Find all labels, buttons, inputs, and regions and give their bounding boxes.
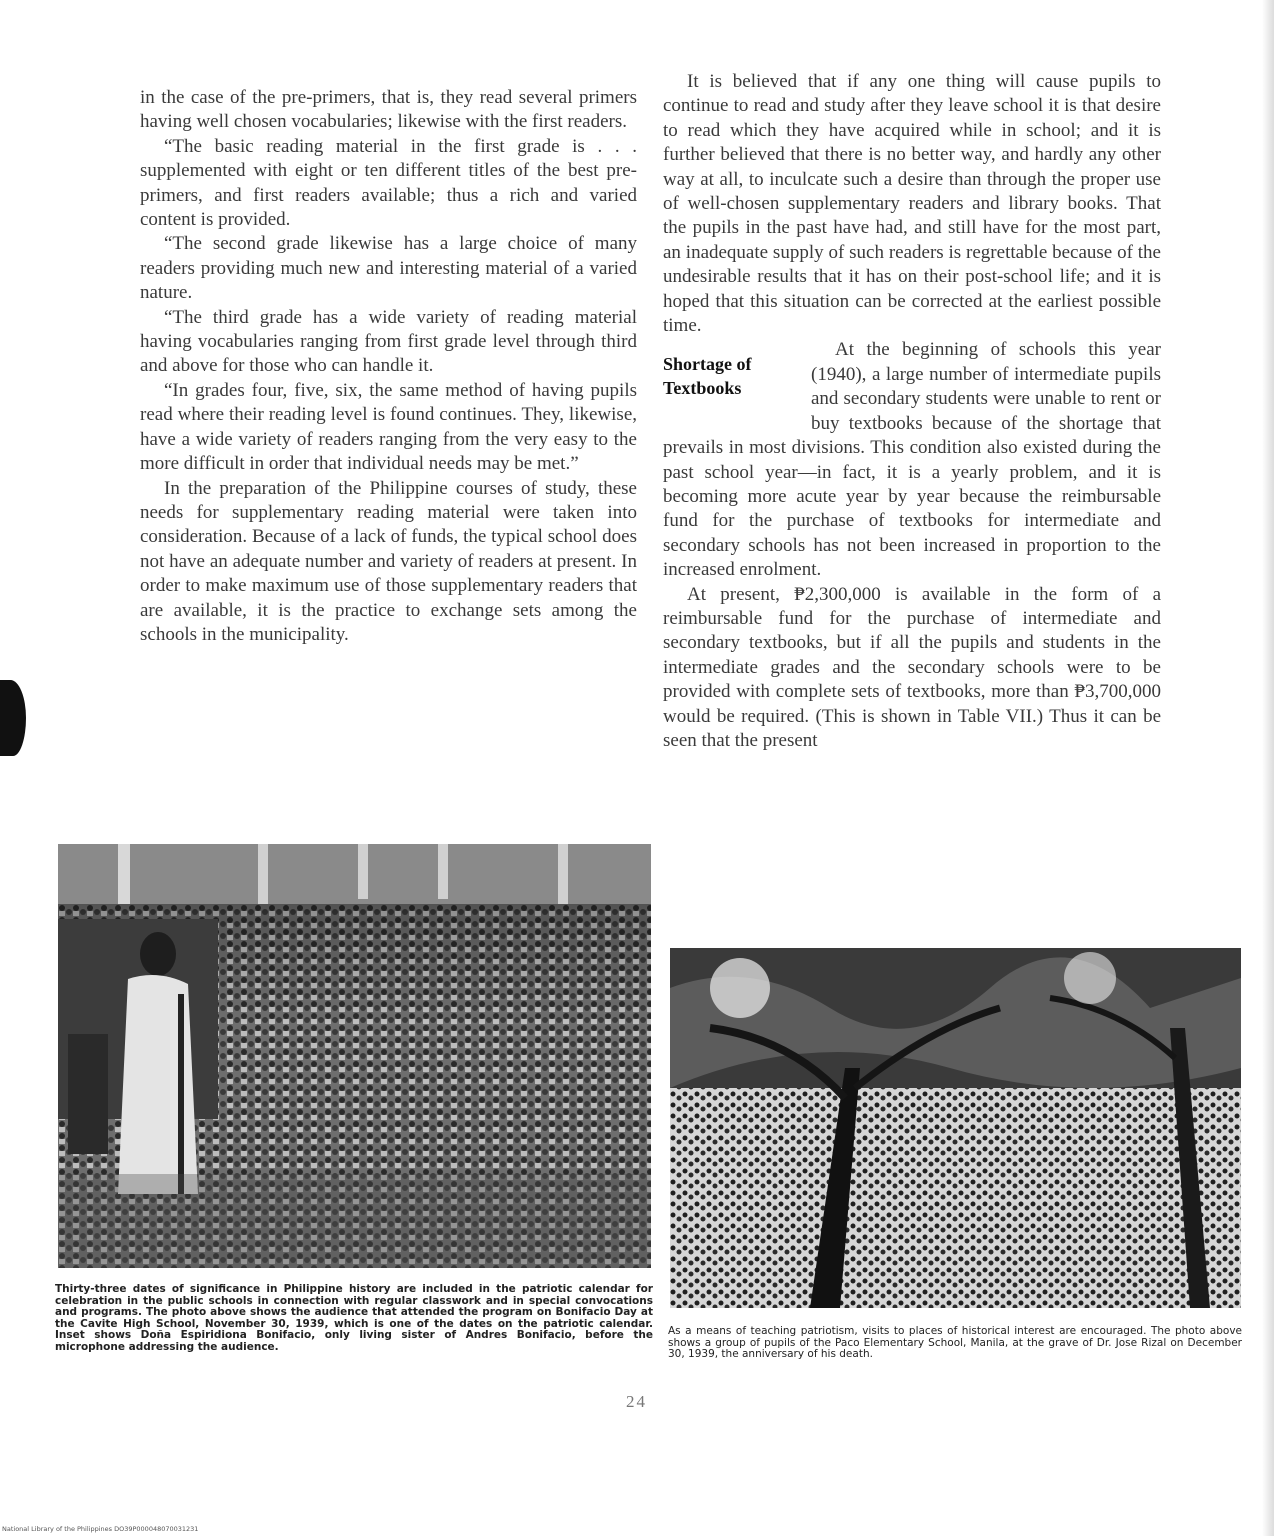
paragraph: At the beginning of schools this year (1940), a large number of intermediate pupils and secondary students were unable to rent or buy textbooks because of the shortage that prevails in most divisions. This condition also existed during the past school year—in fact, it is a yearly problem, and it is becoming more acute year by year because the reimbursable fund for the purchase of textbooks for intermediate and secondary schools has not been increased in proportion to the increased enrolment. (663, 339, 1161, 581)
caption-right-photo: As a means of teaching patriotism, visits to places of historical interest are encouraged. The photo above shows a group of pupils of the Paco Elementary School, Manila, at the grave of Dr. Jose Rizal on December 30, 1939, the anniversary of his death. (668, 1325, 1242, 1361)
page-edge (1262, 0, 1274, 1536)
caption-left-photo: Thirty-three dates of significance in Philippine history are included in the patriotic calendar for celebration in the public schools in connection with regular classwork and in special convocations and programs. The photo above shows the audience that attended the program on Bonifacio Day at the Cavite High School, November 30, 1939, which is one of the dates on the patriotic calendar. Inset shows Doña Espiridiona Bonifacio, only living sister of Andres Bonifacio, before the microphone addressing the audience. (55, 1283, 653, 1353)
paragraph: “The second grade likewise has a large choice of many readers providing much new and interesting material of a varied nature. (140, 233, 637, 304)
paragraph: “The third grade has a wide variety of reading material having vocabularies ranging from first grade level through third and above for those who can handle it. (140, 306, 637, 377)
paragraph: in the case of the pre-primers, that is, they read several primers having well chosen vocabularies; likewise with the first readers. (140, 87, 637, 133)
audience-photo-image (58, 844, 651, 1268)
page-number: 24 (626, 1392, 647, 1411)
library-footer: National Library of the Philippines DO39P000048070031231 (2, 1525, 199, 1533)
pupils-photo-image (670, 948, 1241, 1308)
paragraph: In the preparation of the Philippine courses of study, these needs for supplementary reading material were taken into consideration. Because of a lack of funds, the typical school does not have an adequate number and variety of readers at present. In order to make maximum use of those supplementary readers that are available, it is the practice to exchange sets among the schools in the municipality. (140, 477, 637, 645)
photo-bonifacio-day-audience (58, 844, 651, 1268)
paragraph: At present, ₱2,300,000 is available in the form of a reimbursable fund for the purchase of intermediate and secondary textbooks, but if all the pupils and students in the intermediate grades and the secondary schools were to be provided with complete sets of textbooks, more than ₱3,700,000 would be required. (This is shown in Table VII.) Thus it can be seen that the present (663, 583, 1161, 751)
scan-edge-shadow (0, 680, 26, 756)
paragraph: “In grades four, five, six, the same method of having pupils read where their reading level is found continues. They, likewise, have a wide variety of readers ranging from the very easy to the more difficult in order that individual needs may be met.” (140, 379, 637, 475)
paragraph: “The basic reading material in the first grade is . . . supplemented with eight or ten different titles of the best pre-primers, and first readers available; thus a rich and varied content is provided. (140, 135, 637, 231)
side-heading-shortage-of-textbooks: Shortage of Textbooks (663, 354, 752, 399)
right-text-column (663, 70, 1161, 753)
left-text-column (140, 86, 637, 647)
paragraph: It is believed that if any one thing will cause pupils to continue to read and study after they leave school it is that desire to read which they have acquired while in school; and it is further believed that there is no better way, and hardly any other way at all, to inculcate such a desire than through the proper use of well-chosen supplementary readers and library books. That the pupils in the past have had, and still have for the most part, an inadequate supply of such readers is regrettable because of the undesirable results that it has on their post-school life; and it is hoped that this situation can be corrected at the earliest possible time. (663, 71, 1161, 337)
photo-rizal-grave-pupils (670, 948, 1241, 1308)
